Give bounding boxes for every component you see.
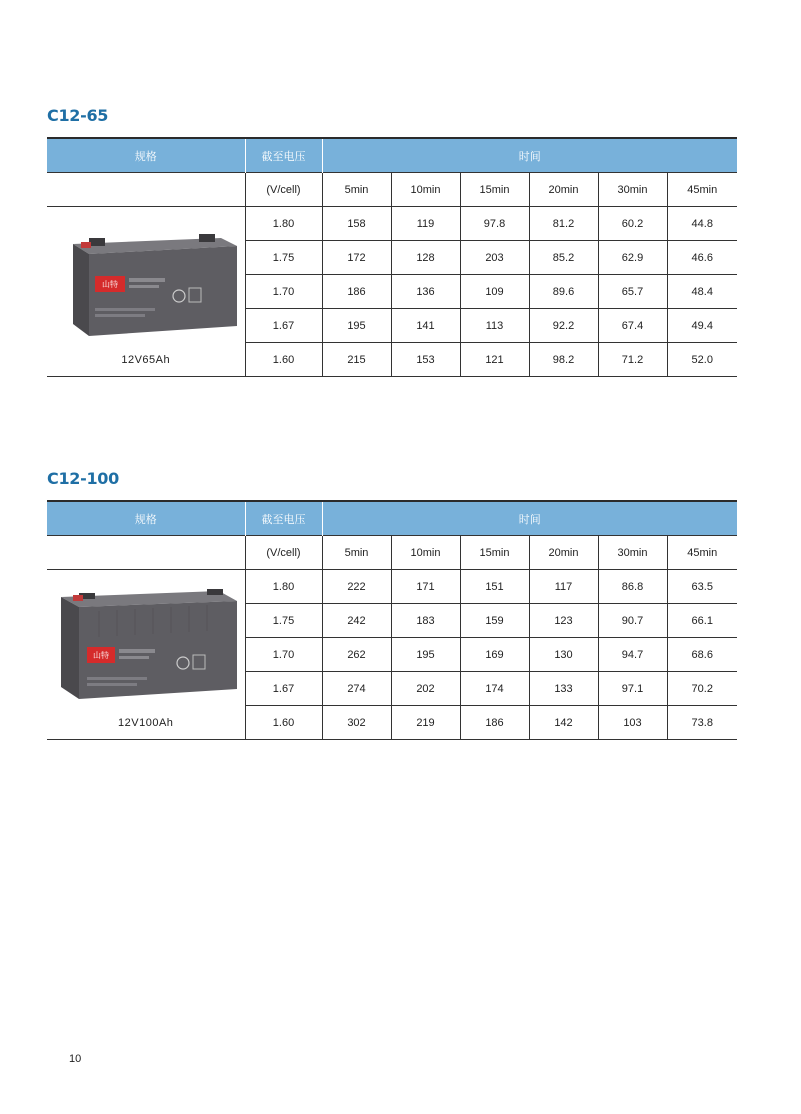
table-cell: 94.7 — [598, 638, 667, 672]
table-cell: 119 — [391, 207, 460, 241]
table-cell: 68.6 — [667, 638, 737, 672]
table-cell: 171 — [391, 570, 460, 604]
cutoff-voltage: 1.80 — [245, 570, 322, 604]
table-cell: 159 — [460, 604, 529, 638]
svg-text:山特: 山特 — [93, 651, 109, 660]
cutoff-voltage: 1.67 — [245, 309, 322, 343]
header-spec: 规格 — [47, 138, 245, 173]
table-cell: 130 — [529, 638, 598, 672]
subheader-time: 15min — [460, 536, 529, 570]
table-cell: 141 — [391, 309, 460, 343]
section-c12-65 — [47, 104, 737, 377]
table-cell: 121 — [460, 343, 529, 377]
table-cell: 222 — [322, 570, 391, 604]
table-cell: 49.4 — [667, 309, 737, 343]
svg-text:山特: 山特 — [102, 280, 118, 289]
header-cutoff: 截至电压 — [245, 501, 322, 536]
battery-image — [59, 224, 239, 339]
battery-image-cell — [47, 570, 245, 740]
header-time: 时间 — [322, 138, 737, 173]
cutoff-voltage: 1.75 — [245, 604, 322, 638]
table-cell: 46.6 — [667, 241, 737, 275]
subheader-blank — [47, 173, 245, 207]
table-cell: 97.8 — [460, 207, 529, 241]
table-cell: 183 — [391, 604, 460, 638]
subheader-time: 5min — [322, 173, 391, 207]
subheader-time: 20min — [529, 173, 598, 207]
table-cell: 262 — [322, 638, 391, 672]
table-cell: 97.1 — [598, 672, 667, 706]
table-cell: 60.2 — [598, 207, 667, 241]
table-cell: 186 — [460, 706, 529, 740]
discharge-table — [47, 137, 737, 377]
table-cell: 202 — [391, 672, 460, 706]
cutoff-voltage: 1.70 — [245, 275, 322, 309]
table-cell: 219 — [391, 706, 460, 740]
subheader-time: 5min — [322, 536, 391, 570]
battery-label: 12V65Ah — [121, 354, 171, 366]
subheader-time: 45min — [667, 173, 737, 207]
table-cell: 153 — [391, 343, 460, 377]
table-cell: 142 — [529, 706, 598, 740]
battery-image — [59, 587, 239, 702]
subheader-unit: (V/cell) — [245, 173, 322, 207]
section-title: C12-100 — [47, 469, 119, 488]
table-cell: 109 — [460, 275, 529, 309]
table-cell: 52.0 — [667, 343, 737, 377]
table-cell: 67.4 — [598, 309, 667, 343]
table-cell: 48.4 — [667, 275, 737, 309]
table-cell: 151 — [460, 570, 529, 604]
table-cell: 89.6 — [529, 275, 598, 309]
table-cell: 81.2 — [529, 207, 598, 241]
cutoff-voltage: 1.80 — [245, 207, 322, 241]
table-cell: 172 — [322, 241, 391, 275]
table-cell: 215 — [322, 343, 391, 377]
subheader-time: 30min — [598, 536, 667, 570]
subheader-time: 10min — [391, 173, 460, 207]
table-cell: 174 — [460, 672, 529, 706]
table-cell: 85.2 — [529, 241, 598, 275]
table-cell: 103 — [598, 706, 667, 740]
table-cell: 113 — [460, 309, 529, 343]
table-cell: 98.2 — [529, 343, 598, 377]
table-cell: 62.9 — [598, 241, 667, 275]
subheader-time: 15min — [460, 173, 529, 207]
header-spec: 规格 — [47, 501, 245, 536]
subheader-time: 30min — [598, 173, 667, 207]
header-time: 时间 — [322, 501, 737, 536]
table-cell: 203 — [460, 241, 529, 275]
cutoff-voltage: 1.60 — [245, 706, 322, 740]
table-cell: 169 — [460, 638, 529, 672]
subheader-time: 20min — [529, 536, 598, 570]
subheader-blank — [47, 536, 245, 570]
cutoff-voltage: 1.70 — [245, 638, 322, 672]
table-cell: 63.5 — [667, 570, 737, 604]
table-cell: 302 — [322, 706, 391, 740]
table-cell: 117 — [529, 570, 598, 604]
table-cell: 136 — [391, 275, 460, 309]
table-cell: 242 — [322, 604, 391, 638]
battery-image-cell — [47, 207, 245, 377]
cutoff-voltage: 1.60 — [245, 343, 322, 377]
cutoff-voltage: 1.67 — [245, 672, 322, 706]
table-cell: 92.2 — [529, 309, 598, 343]
table-cell: 71.2 — [598, 343, 667, 377]
table-cell: 195 — [322, 309, 391, 343]
table-cell: 65.7 — [598, 275, 667, 309]
battery-label: 12V100Ah — [118, 717, 174, 729]
table-cell: 44.8 — [667, 207, 737, 241]
section-title: C12-65 — [47, 106, 109, 125]
table-cell: 66.1 — [667, 604, 737, 638]
table-cell: 195 — [391, 638, 460, 672]
table-cell: 133 — [529, 672, 598, 706]
table-cell: 90.7 — [598, 604, 667, 638]
subheader-time: 45min — [667, 536, 737, 570]
table-cell: 186 — [322, 275, 391, 309]
table-cell: 86.8 — [598, 570, 667, 604]
header-cutoff: 截至电压 — [245, 138, 322, 173]
table-cell: 70.2 — [667, 672, 737, 706]
table-cell: 73.8 — [667, 706, 737, 740]
subheader-unit: (V/cell) — [245, 536, 322, 570]
table-cell: 123 — [529, 604, 598, 638]
table-cell: 274 — [322, 672, 391, 706]
section-c12-100 — [47, 467, 737, 740]
subheader-time: 10min — [391, 536, 460, 570]
table-cell: 128 — [391, 241, 460, 275]
page-number: 10 — [69, 1053, 82, 1065]
table-cell: 158 — [322, 207, 391, 241]
cutoff-voltage: 1.75 — [245, 241, 322, 275]
discharge-table — [47, 500, 737, 740]
